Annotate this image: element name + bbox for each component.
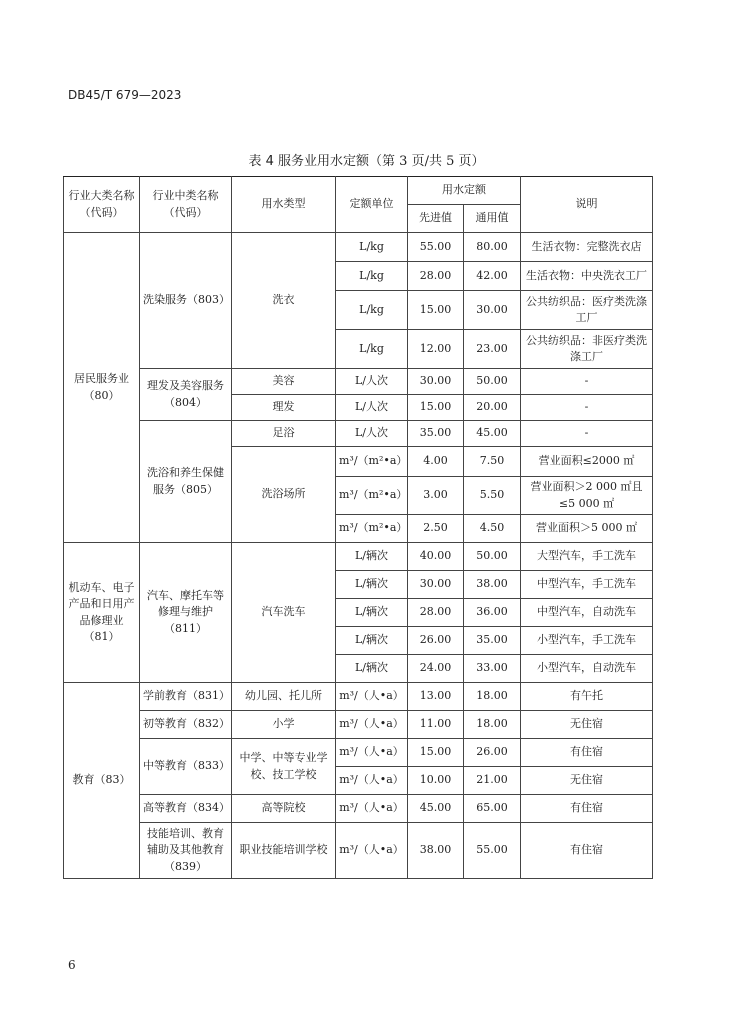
unit-cell: m³/（人•a） xyxy=(336,823,408,879)
general-value: 35.00 xyxy=(464,627,521,655)
header-advanced: 先进值 xyxy=(408,205,464,233)
table-row xyxy=(64,739,653,767)
general-value: 20.00 xyxy=(464,395,521,421)
general-value: 30.00 xyxy=(464,291,521,330)
note-cell: 营业面积＞2 000 ㎡且≤5 000 ㎡ xyxy=(521,477,653,515)
subcategory-cell: 洗染服务（803） xyxy=(140,233,232,369)
advanced-value: 4.00 xyxy=(408,447,464,477)
category-cell: 教育（83） xyxy=(64,683,140,879)
advanced-value: 2.50 xyxy=(408,515,464,543)
unit-cell: L/辆次 xyxy=(336,543,408,571)
table-row xyxy=(64,233,653,262)
document-code: DB45/T 679—2023 xyxy=(68,88,182,102)
water-type-cell: 高等院校 xyxy=(232,795,336,823)
advanced-value: 13.00 xyxy=(408,683,464,711)
note-cell: 小型汽车，手工洗车 xyxy=(521,627,653,655)
note-cell: - xyxy=(521,395,653,421)
subcategory-cell: 中等教育（833） xyxy=(140,739,232,795)
category-cell: 居民服务业（80） xyxy=(64,233,140,543)
general-value: 4.50 xyxy=(464,515,521,543)
table-row xyxy=(64,421,653,447)
general-value: 7.50 xyxy=(464,447,521,477)
subcategory-cell: 汽车、摩托车等修理与维护（811） xyxy=(140,543,232,683)
advanced-value: 3.00 xyxy=(408,477,464,515)
advanced-value: 55.00 xyxy=(408,233,464,262)
unit-cell: m³/（m²•a） xyxy=(336,515,408,543)
advanced-value: 12.00 xyxy=(408,330,464,369)
general-value: 38.00 xyxy=(464,571,521,599)
unit-cell: L/辆次 xyxy=(336,599,408,627)
water-quota-table xyxy=(63,176,653,879)
advanced-value: 15.00 xyxy=(408,395,464,421)
unit-cell: m³/（人•a） xyxy=(336,767,408,795)
unit-cell: m³/（人•a） xyxy=(336,739,408,767)
unit-cell: L/辆次 xyxy=(336,571,408,599)
table-row xyxy=(64,823,653,879)
note-cell: 有午托 xyxy=(521,683,653,711)
general-value: 18.00 xyxy=(464,711,521,739)
table-caption xyxy=(0,150,733,169)
water-type-cell: 美容 xyxy=(232,369,336,395)
unit-cell: m³/（人•a） xyxy=(336,683,408,711)
unit-cell: m³/（人•a） xyxy=(336,795,408,823)
note-cell: 公共纺织品：医疗类洗涤工厂 xyxy=(521,291,653,330)
unit-cell: L/kg xyxy=(336,262,408,291)
header-water-type: 用水类型 xyxy=(232,177,336,233)
table-row xyxy=(64,543,653,571)
header-unit: 定额单位 xyxy=(336,177,408,233)
water-type-cell: 幼儿园、托儿所 xyxy=(232,683,336,711)
subcategory-cell: 理发及美容服务（804） xyxy=(140,369,232,421)
note-cell: 营业面积≤2000 ㎡ xyxy=(521,447,653,477)
advanced-value: 45.00 xyxy=(408,795,464,823)
general-value: 23.00 xyxy=(464,330,521,369)
note-cell: 中型汽车，自动洗车 xyxy=(521,599,653,627)
table-row xyxy=(64,683,653,711)
general-value: 55.00 xyxy=(464,823,521,879)
table-row xyxy=(64,711,653,739)
advanced-value: 30.00 xyxy=(408,369,464,395)
unit-cell: L/人次 xyxy=(336,395,408,421)
advanced-value: 15.00 xyxy=(408,291,464,330)
advanced-value: 26.00 xyxy=(408,627,464,655)
subcategory-cell: 技能培训、教育辅助及其他教育（839） xyxy=(140,823,232,879)
general-value: 50.00 xyxy=(464,369,521,395)
advanced-value: 10.00 xyxy=(408,767,464,795)
advanced-value: 15.00 xyxy=(408,739,464,767)
header-general: 通用值 xyxy=(464,205,521,233)
unit-cell: m³/（人•a） xyxy=(336,711,408,739)
header-quota: 用水定额 xyxy=(408,177,521,205)
category-cell: 机动车、电子产品和日用产品修理业（81） xyxy=(64,543,140,683)
advanced-value: 24.00 xyxy=(408,655,464,683)
note-cell: 有住宿 xyxy=(521,795,653,823)
advanced-value: 35.00 xyxy=(408,421,464,447)
general-value: 36.00 xyxy=(464,599,521,627)
water-type-cell: 小学 xyxy=(232,711,336,739)
water-type-cell: 职业技能培训学校 xyxy=(232,823,336,879)
water-type-cell: 洗浴场所 xyxy=(232,447,336,543)
water-type-cell: 足浴 xyxy=(232,421,336,447)
note-cell: - xyxy=(521,369,653,395)
unit-cell: L/辆次 xyxy=(336,627,408,655)
water-type-cell: 洗衣 xyxy=(232,233,336,369)
note-cell: - xyxy=(521,421,653,447)
header-subcategory: 行业中类名称（代码） xyxy=(140,177,232,233)
note-cell: 生活衣物：完整洗衣店 xyxy=(521,233,653,262)
unit-cell: L/kg xyxy=(336,233,408,262)
note-cell: 无住宿 xyxy=(521,767,653,795)
note-cell: 公共纺织品：非医疗类洗涤工厂 xyxy=(521,330,653,369)
advanced-value: 28.00 xyxy=(408,262,464,291)
unit-cell: L/辆次 xyxy=(336,655,408,683)
subcategory-cell: 初等教育（832） xyxy=(140,711,232,739)
note-cell: 有住宿 xyxy=(521,823,653,879)
note-cell: 中型汽车，手工洗车 xyxy=(521,571,653,599)
general-value: 18.00 xyxy=(464,683,521,711)
note-cell: 无住宿 xyxy=(521,711,653,739)
note-cell: 营业面积＞5 000 ㎡ xyxy=(521,515,653,543)
unit-cell: L/kg xyxy=(336,291,408,330)
note-cell: 生活衣物：中央洗衣工厂 xyxy=(521,262,653,291)
subcategory-cell: 高等教育（834） xyxy=(140,795,232,823)
water-type-cell: 理发 xyxy=(232,395,336,421)
page-number: 6 xyxy=(68,958,76,972)
advanced-value: 28.00 xyxy=(408,599,464,627)
table-row xyxy=(64,795,653,823)
general-value: 80.00 xyxy=(464,233,521,262)
advanced-value: 11.00 xyxy=(408,711,464,739)
general-value: 26.00 xyxy=(464,739,521,767)
note-cell: 有住宿 xyxy=(521,739,653,767)
subcategory-cell: 洗浴和养生保健服务（805） xyxy=(140,421,232,543)
water-type-cell: 中学、中等专业学校、技工学校 xyxy=(232,739,336,795)
table-title: 表 4 服务业用水定额 xyxy=(248,154,370,169)
note-cell: 小型汽车，自动洗车 xyxy=(521,655,653,683)
subcategory-cell: 学前教育（831） xyxy=(140,683,232,711)
advanced-value: 38.00 xyxy=(408,823,464,879)
general-value: 42.00 xyxy=(464,262,521,291)
advanced-value: 30.00 xyxy=(408,571,464,599)
advanced-value: 40.00 xyxy=(408,543,464,571)
general-value: 21.00 xyxy=(464,767,521,795)
general-value: 45.00 xyxy=(464,421,521,447)
general-value: 33.00 xyxy=(464,655,521,683)
table-row xyxy=(64,369,653,395)
unit-cell: m³/（m²•a） xyxy=(336,447,408,477)
unit-cell: L/人次 xyxy=(336,369,408,395)
general-value: 50.00 xyxy=(464,543,521,571)
header-category: 行业大类名称（代码） xyxy=(64,177,140,233)
header-note: 说明 xyxy=(521,177,653,233)
unit-cell: L/kg xyxy=(336,330,408,369)
unit-cell: m³/（m²•a） xyxy=(336,477,408,515)
general-value: 5.50 xyxy=(464,477,521,515)
water-type-cell: 汽车洗车 xyxy=(232,543,336,683)
general-value: 65.00 xyxy=(464,795,521,823)
note-cell: 大型汽车，手工洗车 xyxy=(521,543,653,571)
unit-cell: L/人次 xyxy=(336,421,408,447)
table-page-note: （第 3 页/共 5 页） xyxy=(369,154,485,169)
